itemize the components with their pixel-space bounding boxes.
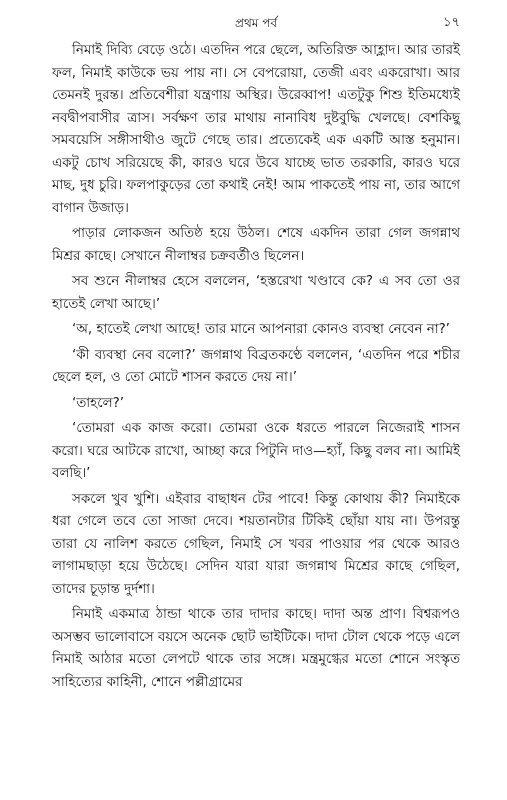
page-number: ১৭ (443, 15, 460, 30)
paragraph: ‘তাহলে?’ (72, 395, 124, 411)
paragraph: পাড়ার লোকজন অতিষ্ঠ হয়ে উঠল। শেষে একদিন তারা গেল জগন্নাথ মিশ্রর কাছে। সেখানে নীলাম্বর চক্রবর্তীও ছিলেন। (52, 226, 460, 264)
paragraph: ‘তোমরা এক কাজ করো। তোমরা ওকে ধরতে পারলে নিজেরাই শাসন করো। ঘরে আটকে রাখো, আচ্ছা করে পিটুনি দাও—হ্যাঁ, কিছু বলব না। আমিই বলছি।’ (52, 421, 460, 481)
paragraph: ‘অ, হাতেই লেখা আছে! তার মানে আপনারা কোনও ব্যবস্থা নেবেন না?’ (72, 322, 450, 337)
paragraph: ‘কী ব্যবস্থা নেব বলো?’ জগন্নাথ বিব্রতকণ্ঠে বললেন, ‘এতদিন পরে শচীর ছেলে হল, ও তো মোটে শাসন করতে দেয় না।’ (52, 347, 460, 385)
paragraph: সকলে খুব খুশি। এইবার বাছাধন টের পাবে! কিন্তু কোথায় কী? নিমাইকে ধরা গেলে তবে তো সাজা দেবে। শয়তানটার টিকিই ছোঁয়া যায় না। উপরন্তু তারা যে নালিশ করতে গেছিল, নিমাই সে খবর পাওয়ার পর থেকে আরও লাগামছাড়া হয়ে উঠেছে। সেদিন যারা যারা জগন্নাথ মিশ্রের কাছে গেছিল, তাদের চূড়ান্ত দুর্দশা। (52, 491, 460, 597)
page-header (52, 12, 460, 34)
body-text (52, 40, 460, 697)
paragraph: নিমাই দিব্যি বেড়ে ওঠে। এতদিন পরে ছেলে, অতিরিক্ত আহ্লাদ। আর তারই ফল, নিমাই কাউকে ভয় পায় না। সে বেপরোয়া, তেজী এবং একরোখা। আর তেমনই দুরন্ত। প্রতিবেশীরা যন্ত্রণায় অস্থির। উরেব্বাপ! এতটুকু শিশু ইতিমধ্যেই নবদ্বীপবাসীর ত্রাস। সর্বক্ষণ তার মাথায় নানাবিধ দুষ্টবুদ্ধি খেলছে। বেশকিছু সমবয়েসি সঙ্গীসাথীও জুটে গেছে তার। প্রত্যেকেই এক একটি আস্ত হনুমান। একটু চোখ সরিয়েছে কী, কারও ঘরে উবে যাচ্ছে ভাত তরকারি, কারও ঘরে মাছ, দুধ চুরি। ফলপাকুড়ের তো কথাই নেই! আম পাকতেই পায় না, তার আগে বাগান উজাড়। (52, 43, 460, 216)
paragraph: নিমাই একমাত্র ঠান্ডা থাকে তার দাদার কাছে। দাদা অন্ত প্রাণ। বিশ্বরূপও অসম্ভব ভালোবাসে বয়সে অনেক ছোট ভাইটিকে। দাদা টোল থেকে পড়ে এলে নিমাই আঠার মতো লেপটে থাকে তার সঙ্গে। মন্ত্রমুগ্ধের মতো শোনে সংস্কৃত সাহিত্যের কাহিনী, শোনে পল্লীগ্রামের (52, 607, 460, 690)
paragraph: সব শুনে নীলাম্বর হেসে বললেন, ‘হস্তরেখা খণ্ডাবে কে? এ সব তো ওর হাতেই লেখা আছে।’ (52, 274, 460, 312)
chapter-title: প্রথম পর্ব (234, 16, 278, 30)
